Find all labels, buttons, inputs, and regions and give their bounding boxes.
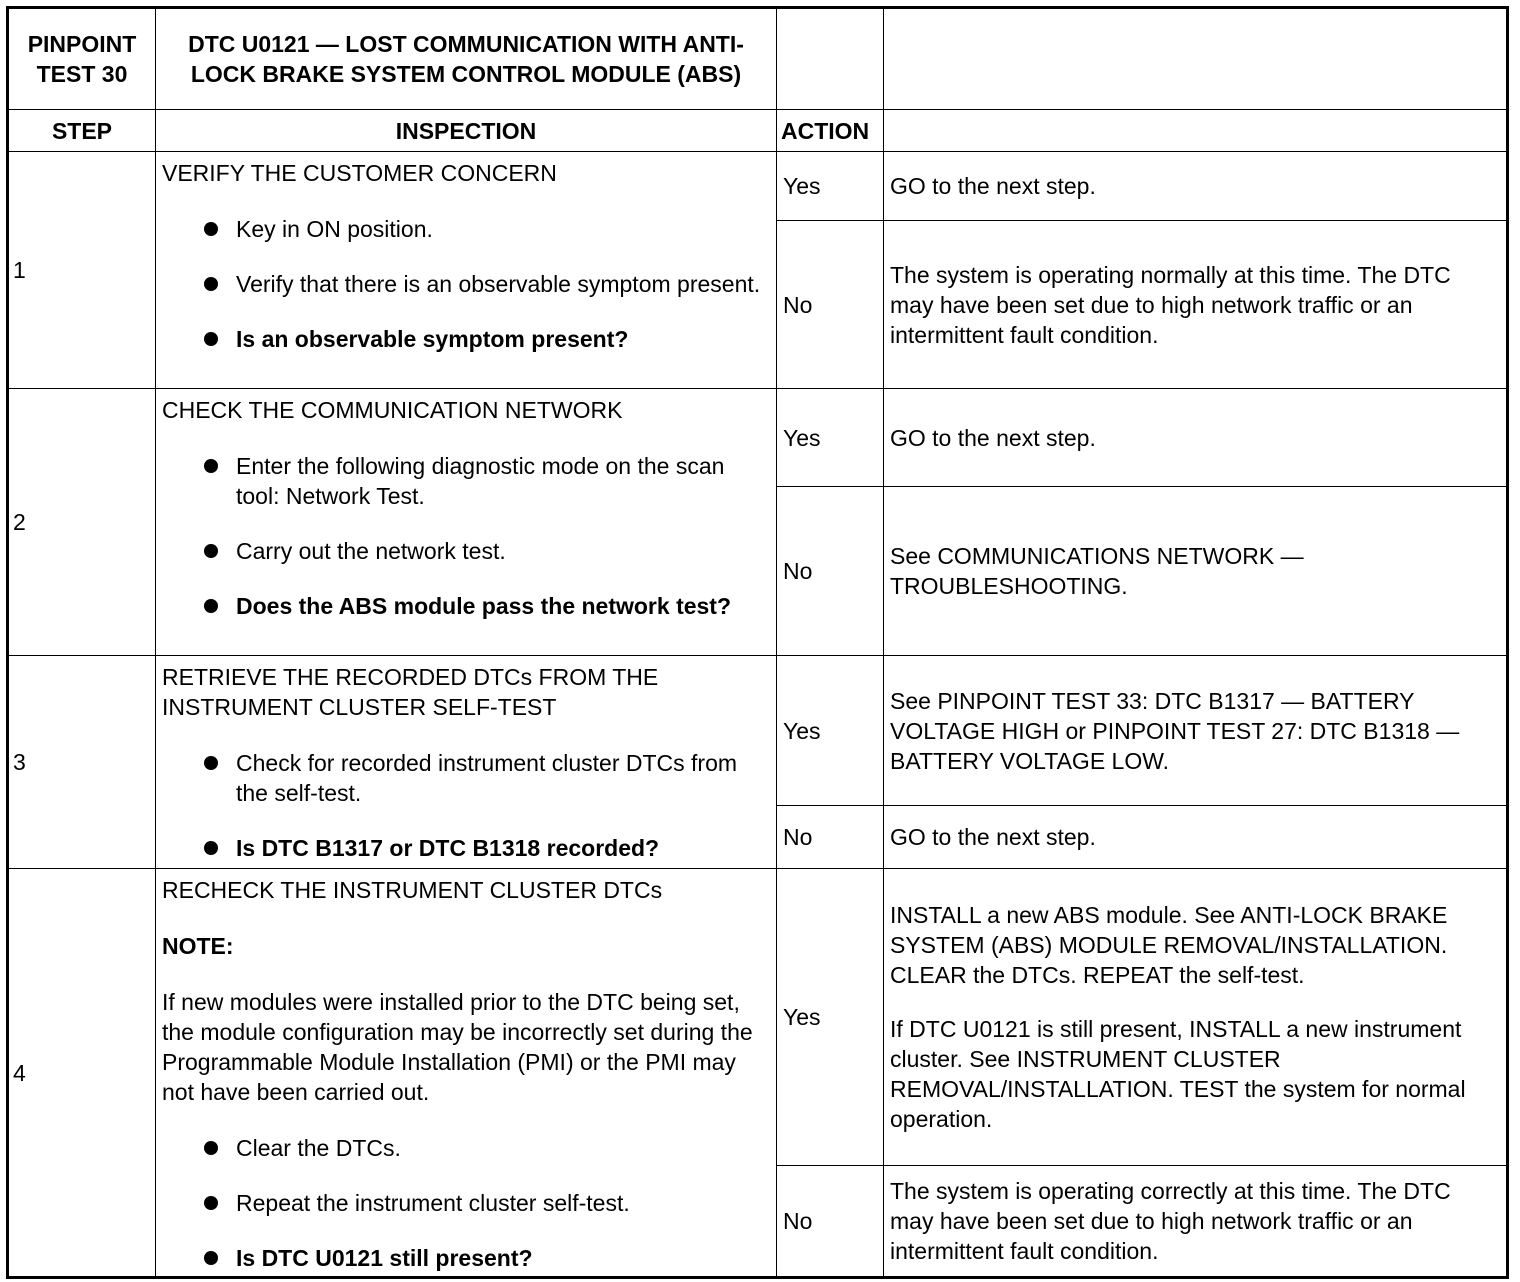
- step-title: RETRIEVE THE RECORDED DTCs FROM THE INSTRUMENT CLUSTER SELF-TEST: [162, 664, 659, 720]
- step-3-bullet-list: [162, 748, 770, 863]
- step-number: 3: [8, 656, 156, 869]
- bullet-icon: [204, 544, 218, 558]
- bullet-icon: [204, 332, 218, 346]
- bullet-icon: [204, 459, 218, 473]
- yes-action: [884, 869, 1508, 1166]
- column-headings-row: [8, 110, 1508, 152]
- bullet-icon: [204, 222, 218, 236]
- step-4-yes-row: [8, 869, 1508, 1166]
- list-item-question: Is DTC B1317 or DTC B1318 recorded?: [162, 833, 770, 863]
- bullet-icon: [204, 1196, 218, 1210]
- list-item-question: Is DTC U0121 still present?: [162, 1243, 770, 1273]
- note-text: If new modules were installed prior to the DTC being set, the module configuration may be incorrectly set during the Programmable Module Installation (PMI) or the PMI may not have been carried out.: [162, 989, 753, 1105]
- no-label: No: [777, 487, 884, 656]
- step-title: VERIFY THE CUSTOMER CONCERN: [162, 160, 557, 186]
- list-item: Check for recorded instrument cluster DTCs from the self-test.: [162, 748, 770, 808]
- step-title: RECHECK THE INSTRUMENT CLUSTER DTCs: [162, 877, 663, 903]
- yes-label: Yes: [777, 869, 884, 1166]
- step-4-inspection: [156, 869, 777, 1278]
- step-3-inspection: [156, 656, 777, 869]
- list-item: Clear the DTCs.: [162, 1133, 770, 1163]
- list-item: Key in ON position.: [162, 214, 770, 244]
- yes-action: GO to the next step.: [884, 152, 1508, 221]
- bullet-icon: [204, 1251, 218, 1265]
- no-action: The system is operating normally at this time. The DTC may have been set due to high network traffic or an intermittent fault condition.: [884, 221, 1508, 389]
- step-number: 2: [8, 389, 156, 656]
- step-1-yes-row: [8, 152, 1508, 221]
- column-step-heading: STEP: [8, 110, 156, 152]
- no-action: The system is operating correctly at this time. The DTC may have been set due to high network traffic or an intermittent fault condition.: [884, 1166, 1508, 1278]
- list-item-question: Does the ABS module pass the network test?: [162, 591, 770, 621]
- step-1-inspection: [156, 152, 777, 389]
- yes-action-paragraph: If DTC U0121 is still present, INSTALL a new instrument cluster. See INSTRUMENT CLUSTER REMOVAL/INSTALLATION. TEST the system for normal operation.: [890, 1016, 1466, 1132]
- header-empty-cell: [884, 8, 1508, 110]
- no-action: See COMMUNICATIONS NETWORK — TROUBLESHOOTING.: [884, 487, 1508, 656]
- no-label: No: [777, 221, 884, 389]
- bullet-icon: [204, 277, 218, 291]
- header-empty-cell: [777, 8, 884, 110]
- column-action-heading: ACTION: [777, 110, 884, 152]
- step-1-bullet-list: [162, 214, 770, 354]
- bullet-icon: [204, 599, 218, 613]
- yes-label: Yes: [777, 389, 884, 487]
- note-label: NOTE:: [162, 933, 234, 959]
- step-2-inspection: [156, 389, 777, 656]
- step-2-bullet-list: [162, 451, 770, 621]
- yes-action: GO to the next step.: [884, 389, 1508, 487]
- column-empty-heading: [884, 110, 1508, 152]
- yes-action-paragraph: INSTALL a new ABS module. See ANTI-LOCK BRAKE SYSTEM (ABS) MODULE REMOVAL/INSTALLATION. CLEAR the DTCs. REPEAT the self-test.: [890, 902, 1448, 988]
- list-item: Enter the following diagnostic mode on the scan tool: Network Test.: [162, 451, 770, 511]
- bullet-icon: [204, 841, 218, 855]
- pinpoint-test-id: PINPOINT TEST 30: [8, 8, 156, 110]
- bullet-icon: [204, 756, 218, 770]
- step-title: CHECK THE COMMUNICATION NETWORK: [162, 397, 623, 423]
- step-number: 1: [8, 152, 156, 389]
- list-item: Repeat the instrument cluster self-test.: [162, 1188, 770, 1218]
- no-action: GO to the next step.: [884, 806, 1508, 869]
- list-item-question: Is an observable symptom present?: [162, 324, 770, 354]
- no-label: No: [777, 1166, 884, 1278]
- list-item: Verify that there is an observable symptom present.: [162, 269, 770, 299]
- no-label: No: [777, 806, 884, 869]
- step-3-yes-row: [8, 656, 1508, 806]
- column-inspection-heading: INSPECTION: [156, 110, 777, 152]
- step-2-yes-row: [8, 389, 1508, 487]
- yes-label: Yes: [777, 152, 884, 221]
- yes-action: See PINPOINT TEST 33: DTC B1317 — BATTERY VOLTAGE HIGH or PINPOINT TEST 27: DTC B1318 — BATTERY VOLTAGE LOW.: [884, 656, 1508, 806]
- pinpoint-test-title: DTC U0121 — LOST COMMUNICATION WITH ANTI-LOCK BRAKE SYSTEM CONTROL MODULE (ABS): [156, 8, 777, 110]
- yes-label: Yes: [777, 656, 884, 806]
- bullet-icon: [204, 1141, 218, 1155]
- table-header-row: [8, 8, 1508, 110]
- list-item: Carry out the network test.: [162, 536, 770, 566]
- pinpoint-test-document: [6, 6, 1509, 1279]
- pinpoint-test-table: [6, 6, 1509, 1279]
- step-4-bullet-list: [162, 1133, 770, 1273]
- step-number: 4: [8, 869, 156, 1278]
